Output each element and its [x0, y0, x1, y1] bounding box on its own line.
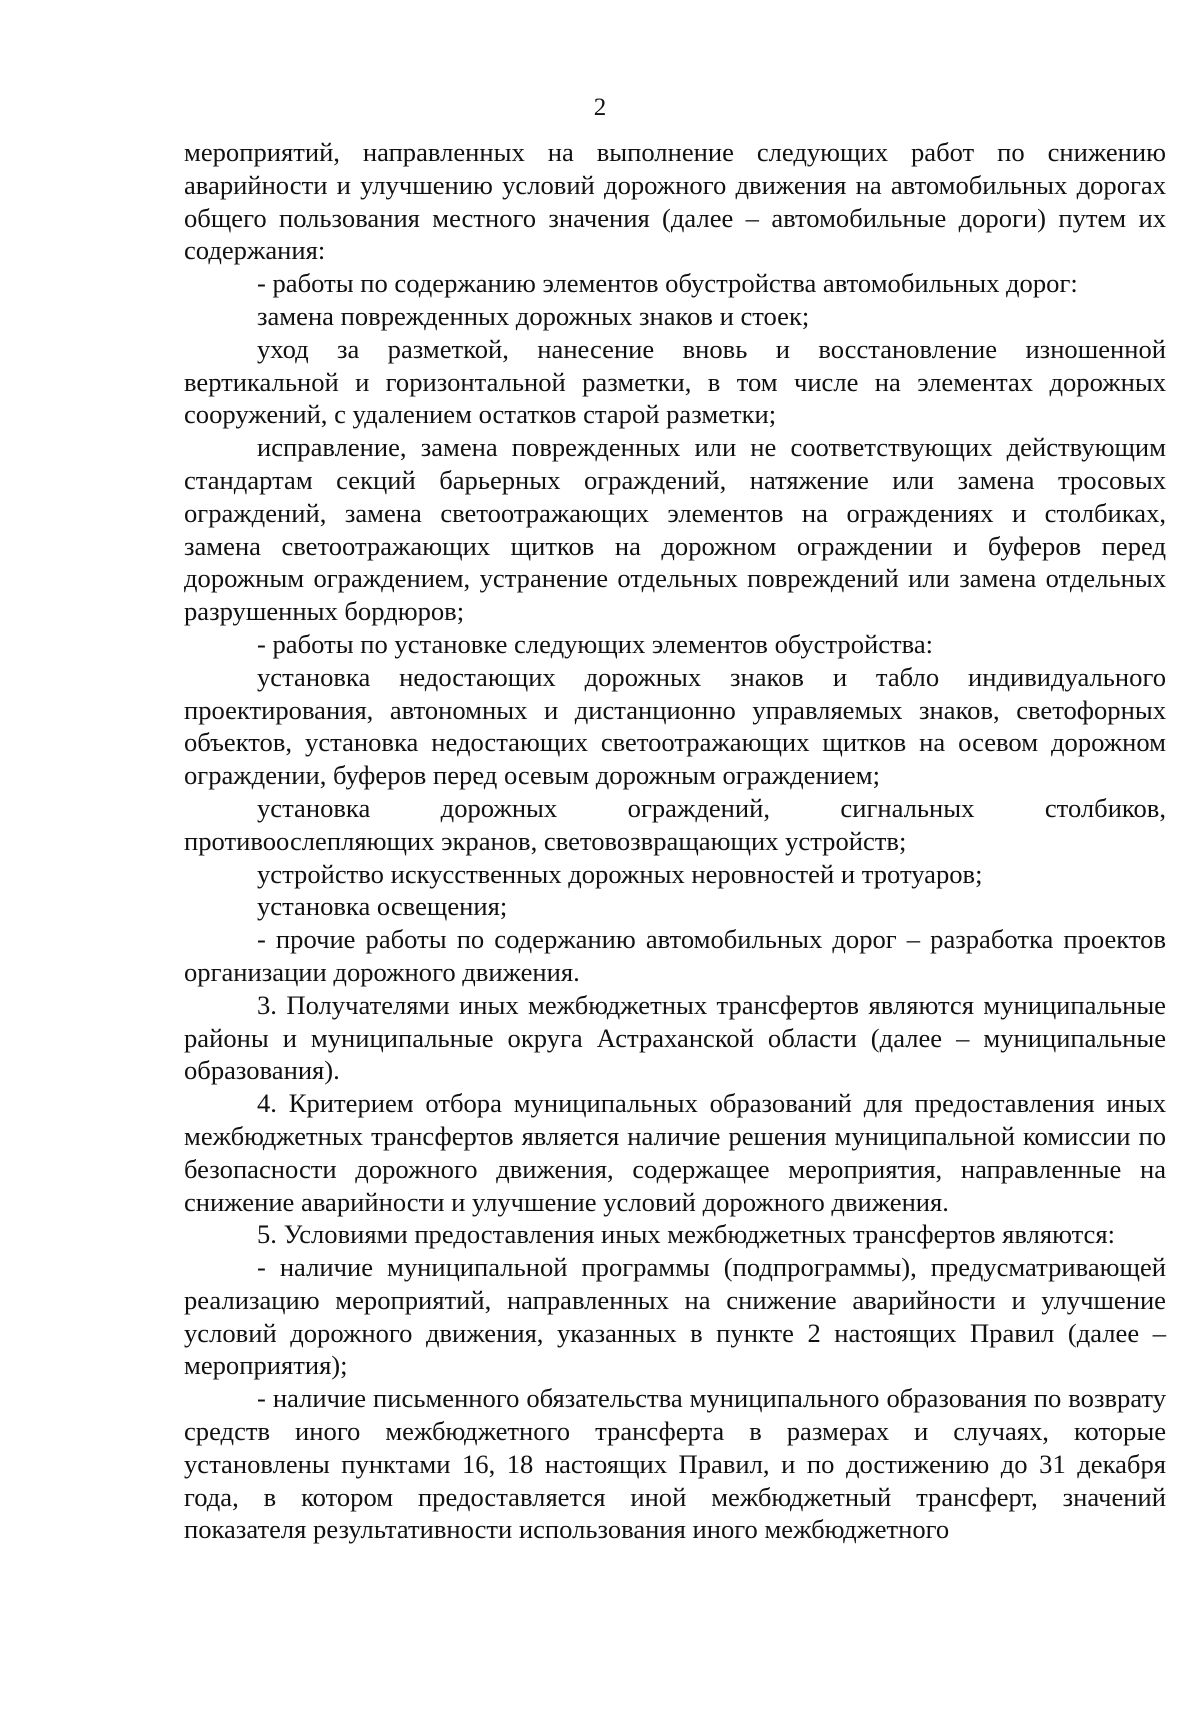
document-body [184, 136, 1166, 1546]
paragraph: замена поврежденных дорожных знаков и стоек; [257, 300, 810, 331]
paragraph: исправление, замена поврежденных или не соответствующих действующим стандартам секций барьерных ограждений, натяжение или замена тросовых ограждений, замена светоотражающих элементов на ограждениях и столбиках, замена светоотражающих щитков на дорожном ограждении и буферов перед дорожным ограждением, устранение отдельных повреждений или замена отдельных разрушенных бордюров; [184, 432, 1166, 627]
paragraph: установка дорожных ограждений, сигнальных столбиков, противоослепляющих экранов, световозвращающих устройств; [184, 792, 1166, 856]
paragraph: 4. Критерием отбора муниципальных образований для предоставления иных межбюджетных трансфертов является наличие решения муниципальной комиссии по безопасности дорожного движения, содержащее мероприятия, направленные на снижение аварийности и улучшение условий дорожного движения. [184, 1088, 1166, 1217]
paragraph: - работы по содержанию элементов обустройства автомобильных дорог: [257, 268, 1078, 299]
paragraph: установка освещения; [257, 891, 508, 922]
paragraph: - наличие муниципальной программы (подпрограммы), предусматривающей реализацию мероприятий, направленных на снижение аварийности и улучшение условий дорожного движения, указанных в пункте 2 настоящих Правил (далее – мероприятия); [184, 1252, 1166, 1381]
paragraph: - прочие работы по содержанию автомобильных дорог – разработка проектов организации дорожного движения. [184, 924, 1166, 987]
paragraph: - наличие письменного обязательства муниципального образования по возврату средств иного межбюджетного трансферта в размерах и случаях, которые установлены пунктами 16, 18 настоящих Правил, и по достижению до 31 декабря года, в котором предоставляется иной межбюджетный трансферт, значений показателя результативности использования иного межбюджетного [184, 1383, 1166, 1545]
paragraph: установка недостающих дорожных знаков и табло индивидуального проектирования, автономных и дистанционно управляемых знаков, светофорных объектов, установка недостающих светоотражающих щитков на осевом дорожном ограждении, буферов перед осевым дорожным ограждением; [184, 661, 1166, 791]
paragraph: мероприятий, направленных на выполнение следующих работ по снижению аварийности и улучшению условий дорожного движения на автомобильных дорогах общего пользования местного значения (далее – автомобильные дороги) путем их содержания: [184, 137, 1166, 266]
paragraph: устройство искусственных дорожных неровностей и тротуаров; [257, 858, 983, 889]
page-number: 2 [593, 94, 607, 121]
paragraph: уход за разметкой, нанесение вновь и восстановление изношенной вертикальной и горизонтальной разметки, в том числе на элементах дорожных сооружений, с удалением остатков старой разметки; [184, 333, 1166, 430]
paragraph: 3. Получателями иных межбюджетных трансфертов являются муниципальные районы и муниципальные округа Астраханской области (далее – муниципальные образования). [184, 989, 1166, 1086]
paragraph: - работы по установке следующих элементов обустройства: [257, 628, 934, 659]
paragraph: 5. Условиями предоставления иных межбюджетных трансфертов являются: [257, 1219, 1115, 1250]
